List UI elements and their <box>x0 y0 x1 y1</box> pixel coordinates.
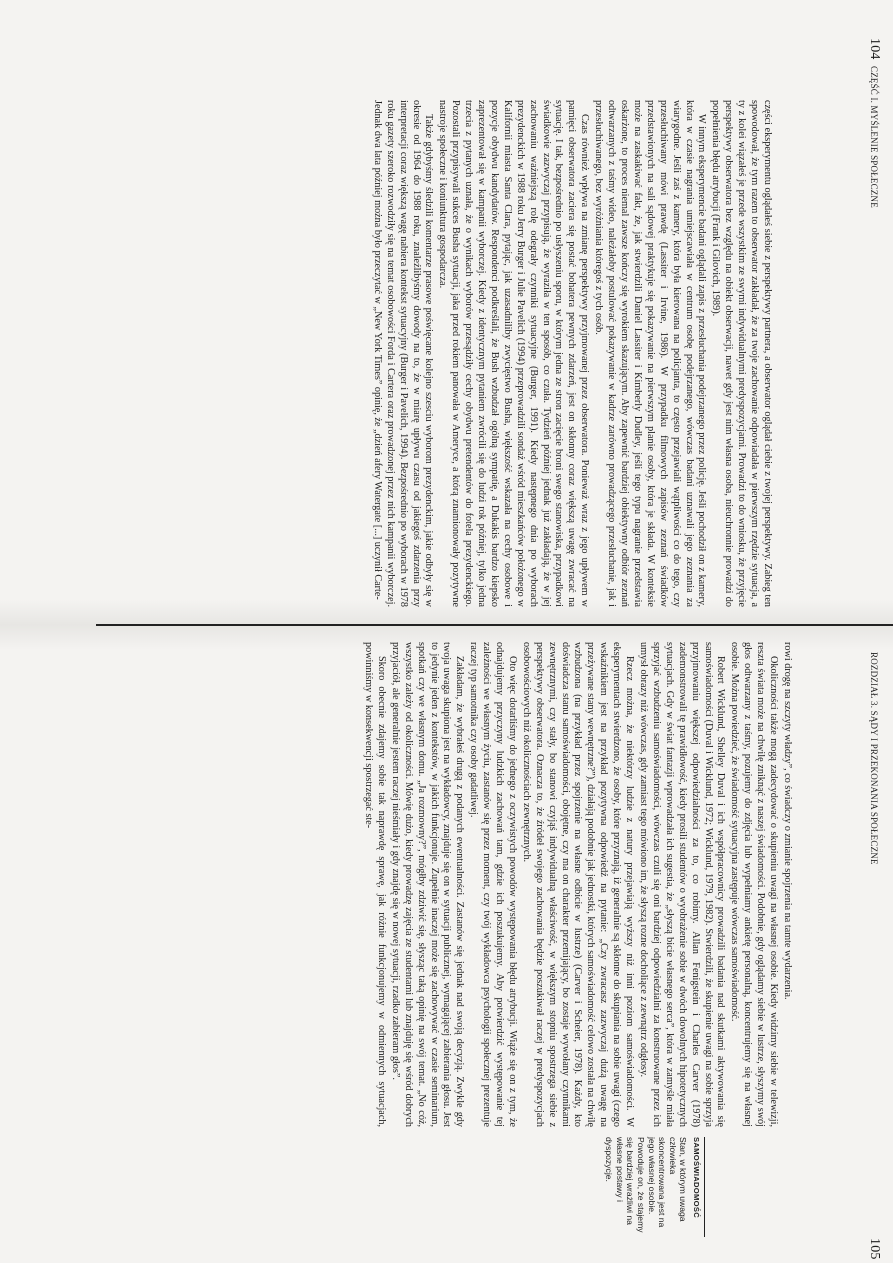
paragraph: Oto więc dotarliśmy do jednego z oczywistych powodów występowania błędu atrybucji. Wiąże się on z tym, że odnajdujemy przyczyny ludzkich zachowań tam, gdzie ich poszukujemy. Aby potwierdzić występowanie tej zależności we własnym życiu, zastanów się przez moment, czy twój wykładowca psychologii społecznej prezentuje raczej typ samotnika czy osoby gadatliwej. <box>468 642 518 1127</box>
left-running-head: CZĘŚĆ I. MYŚLENIE SPOŁECZNE <box>869 66 879 208</box>
paragraph: Robert Wicklund, Shelley Duval i ich współpracownicy prowadzili badania nad skutkami aktywowania się samoświadomości (Duval i Wicklund, 1972; Wicklund, 1979, 1982). Stwierdzili, że skupienie uwagi na sobie sprzyja przyjmowaniu większej odpowiedzialności za to, co robimy. Allan Fenigstein i Charles Carver (1978) zademonstrowali tę prawidłowość, kiedy prosili studentów o wyobrażenie sobie w dwóch dowolnych hipotetycznych sytuacjach. Gdy w świat fantazji wprowadzała ich sugestia, że „słyszą bicie własnego serca”, która w zamyśle miała sprzyjać wzbudzeniu samoświadomości, wówczas czuli się oni bardziej odpowiedzialni za konstruowane przez ich umysł obrazy niż wówczas, gdy zamiast tego mówiono im, że słyszą rozne docholiące z zewnątrz odgłosy. <box>638 642 727 1127</box>
paragraph: Czas również wpływa na zmianę perspektywy przyjmowanej przez obserwatora. Ponieważ wraz z jego upływem w pamięci obserwatora zaciera się postać bohatera pewnych zdarzeń, jest on skłonny coraz większą uwagę zwracać na sytuację. I tak, bezpośrednio po usłyszeniu sporu, w którym jedna ze stron zacięcie broni swego stanowiska, przypadkowi świadkowie zazwyczaj przypisują, że wyraziła w ten sposób, co czuła. Tydzień później jednak już zakładają, że w jej zachowaniu ważniejszą rolę odegrały czynniki sytuacyjne (Burger, 1991). Kiedy następnego dnia po wyborach prezydenckich w 1988 roku Jerry Burger i Julie Pavelich (1994) przeprowadzili sondaż wśród mieszkańców położonego w Kalifornii miasta Santa Clara, pytając, jak uzasadniliby zwycięstwo Busha, większość wskazała na cechy osobowe i pozycje obydwu kandydatów. Respondenci podkreślali, że Bush wzbudzał ogólną sympatię, a Dukakis bardzo kiepsko zaprezentował się w kampanii wyborczej. Kiedy z identycznym pytaniem zwrócili się do ludzi rok później, tylko jedna trzecia z pytanych uznała, że o wynikach wyborów przesądziły cechy obydwu pretendentów do fotela prezydenckiego. Pozostali przypisywali sukces Busha sytuacji, jaka przed rokiem panowała w Ameryce, a którą znamionowały pozytywne nastroje społeczne i koniunktura gospodarcza. <box>437 100 591 607</box>
right-body <box>360 642 793 1127</box>
margin-definition <box>604 1137 705 1237</box>
paragraph: Rzecz można, że niektórzy ludzie z natury przejawiają wyższy niż inni poziom samoświadomości. W eksperymentach stwierdzono, że osoby, które przyznają, iż generalnie są skłonne do skupiania na sobie uwagi (czego wskaźnikiem jest na przykład pozytywna odpowiedź na pytanie: „Czy zwracasz zazwyczaj dużą uwagę na przeżywane stany wewnętrzne?”), działają podobnie jak jednostki, których samoświadomość celowo została na chwilę wzbudzona (na przykład przez spojrzenie na własne odbicie w lustrze) (Carver i Scheier, 1978). Każdy, kto doświadcza stanu samoświadomości, obojętne, czy ma on charakter przemijający, bo zostaje wywołany czynnikami zewnętrznymi, czy stały, bo stanowi czyjąś indywidualną właściwość, w większym stopniu spostrzega siebie z perspektywy obserwatora. Oznacza to, że źródeł swojego zachowania będzie poszukiwał raczej w predyspozycjach osobowościowych niż okolicznościach zewnętrznych. <box>520 642 636 1127</box>
margin-text: Stan, w którym uwaga człowieka skoncentrowana jest na jego własnej osobie. Powoduje on, że stajemy się bardziej wrażliwi na własne postawy i dyspozycje. <box>604 1137 689 1233</box>
left-body <box>369 100 773 607</box>
margin-term: SAMOŚWIADOMOŚĆ <box>690 1137 705 1237</box>
left-page-number: 104 <box>867 38 882 60</box>
paragraph: części eksperymentu oglądałeś siebie z perspektywy partnera, a obserwator oglądał ciebie z twojej perspektywy. Zabieg ten spowodował, że tym razem to obserwator zakładał, że za twoje zachowanie odpowiadała w pierwszym rzędzie sytuacja, a ty z kolei wiązałeś je przede wszystkim ze swymi indywidualnymi predyspozycjami. Prowadzi to do wniosku, że przyjęcie perspektywy obserwatora bez względu na obiekt obserwacji, nawet gdy jest nim własna osoba, nieuchronnie prowadzi do popełnienia błędu atrybucji (Frank i Gilovich, 1989). <box>710 100 773 607</box>
right-running-head: ROZDZIAŁ 3. SĄDY I PRZEKONANIA SPOŁECZNE <box>869 652 879 865</box>
right-page <box>0 632 893 1263</box>
paragraph: W innym eksperymencie badani oglądali zapis z przesłuchania podejrzanego przez policję. Jeśli pochodził on z kamery, która w czasie nagrania umiejscawiała w centrum osobę podejrzanego, wówczas badani uznawali jego zeznania za wiarygodne. Jeśli zaś z kamery, która była kierowana na policjanta, to często przejawiali wątpliwości co do tego, czy przesłuchiwany mówi prawdę (Lassiter i Irvine, 1986). W przypadku filmowych zapisów zeznań świadków przedstawionych na sali sądowej praktykuje się pokazywanie na pierwszym planie osoby, która je składa. W konteksie może na zaskakiwać fakt, że, jak stwierdzili Daniel Lassiter i Kimberly Dudley, jeśli tego typu nagranie przedstawia oskarżone, to proces niemal zawsze kończy się wyrokiem skazującym. Aby zapewnić bardziej obiektywny odbiór zeznań odtwarzanych z taśmy wideo, należałoby postulować pokazywanie w kadrze zarówno prowadzącego przesłuchanie, jak i przesłuchiwanego, bez wyróżniania któregoś z tych osób. <box>593 100 708 607</box>
right-header <box>865 632 882 1263</box>
paragraph: Skoro obecnie zdajemy sobie tak naprawdę sprawę, jak różnie funkcjonujemy w odmiennych sytuacjach, powinniśmy w konsekwencji spostrzegać ste- <box>363 642 387 1127</box>
left-header <box>865 0 882 632</box>
right-page-number: 105 <box>867 1238 882 1260</box>
paragraph: Także gdybyśmy śledzili komentarze prasowe poświęcane kolejno szesciu wyborom prezydenckim, jakie odbyły się w okresie od 1964 do 1988 roku, znaleźlibyśmy dowody na to, że w miarę upływu czasu od jakiegoś zdarzenia przy interpretacji coraz większą wagę nabiera kontekst sytuacyjny (Burger i Pavelich, 1994). Bezpośrednio po wyborach w 1978 roku gazety szeroko rozwodziły się na temat osobowości Forda i Cartera oraz prowadzonej przez nich kampanii wyborczej. Jednak dwa lata później można było przeczytać w „New York Times” opinię, że „dzień afery Watergate [...] uczynił Carte- <box>371 100 435 607</box>
paragraph: rowi drogę na szczyty władzy”, co świadczy o zmianie spojrzenia na tamte wydarzenia. <box>782 642 793 1000</box>
paragraph: Okoliczności także mogą zadecydować o skupieniu uwagi na własnej osobie. Kiedy widzimy siebie w telewizji, reszta świata może na chwilę zniknąć z naszej świadomości. Podobnie, gdy oglądamy siebie w lustrze, słyszymy swój głos odtwarzany z taśmy, pozujemy do zdjęcia lub wypełniamy ankietę personalną, koncentrujemy się na własnej osobie. Można powiedzieć, że świadomość sytuacyjna zastępuje wówczas samoświadomość. <box>729 642 780 1127</box>
paragraph: Zakładam, że wybrałeś drugą z podanych ewentualności. Zastanów się jednak nad swoją decyzją. Zwykle gdy twoja uwaga skupiona jest na wykładowcy, znajduje się on w sytuacji publicznej, wymagającej zabierania głosu. Jest to jedynie jeden z kontekstów, w jakich funkcjonuje. Zupełnie inaczej może się zachowywać w czasie seminarium, spotkań czy we własnym domu. „Ja rozmowny?”, mógłby zdziwić się, słysząc taką opinię na swój temat. „No cóż, wszystko zależy od okoliczności. Mówię dużo, kiedy prowadzę zajęcia ze studentami lub znajduję się wśród dobrych przyjaciół, ale generalnie jestem raczej nieśmiały i gdy znajdę się w nowej sytuacji, rzadko zabieram głos”. <box>389 642 466 1127</box>
